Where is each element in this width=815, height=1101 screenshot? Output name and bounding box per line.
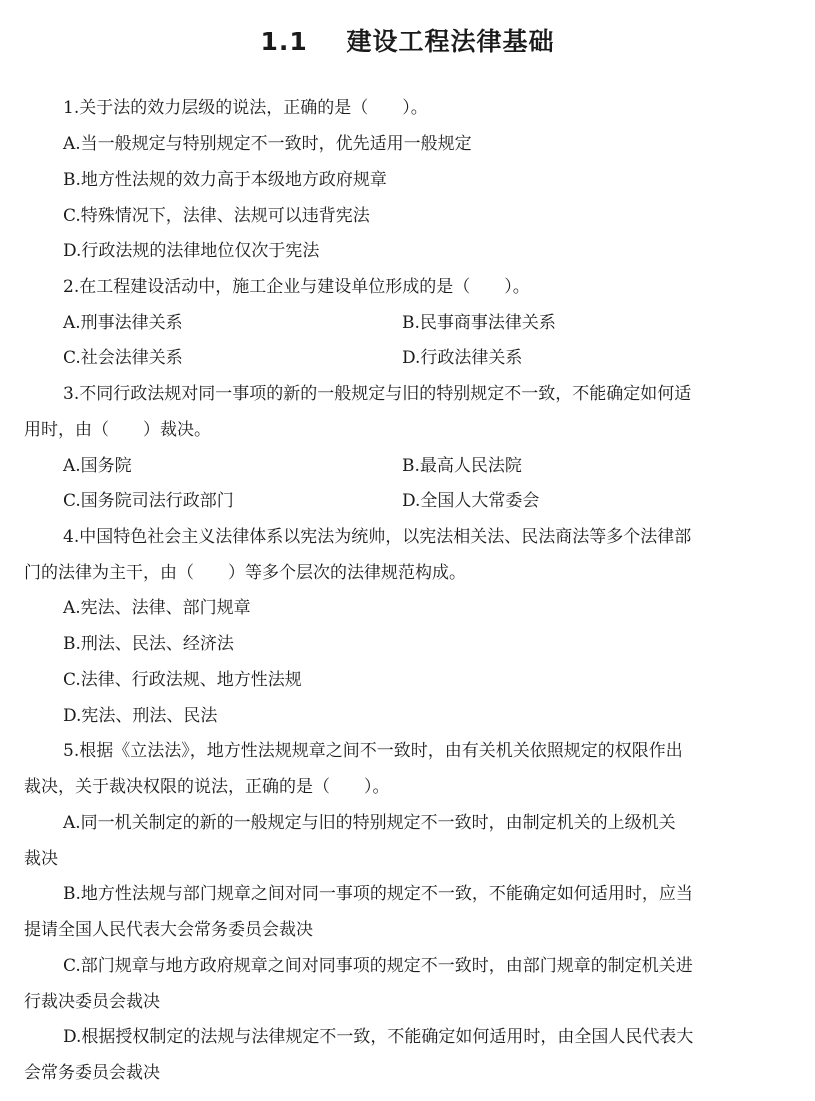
question-5-option-c-line-1: C.部门规章与地方政府规章之间对同事项的规定不一致时，由部门规章的制定机关进 [63, 956, 693, 976]
question-5-stem-line-1: 5.根据《立法法》，地方性法规规章之间不一致时，由有关机关依照规定的权限作出 [63, 741, 683, 761]
question-3-stem-line-1: 3.不同行政法规对同一事项的新的一般规定与旧的特别规定不一致，不能确定如何适 [63, 384, 692, 404]
question-1-option-c: C.特殊情况下，法律、法规可以违背宪法 [63, 206, 370, 226]
question-5-option-b-line-1: B.地方性法规与部门规章之间对同一事项的规定不一致，不能确定如何适用时，应当 [63, 884, 693, 904]
question-3-option-c: C.国务院司法行政部门 [63, 491, 234, 511]
question-4-option-a: A.宪法、法律、部门规章 [63, 598, 251, 618]
question-5-option-a-line-2: 裁决 [24, 849, 58, 869]
question-5-option-a-line-1: A.同一机关制定的新的一般规定与旧的特别规定不一致时，由制定机关的上级机关 [63, 813, 676, 833]
section-title: 1.1 建设工程法律基础 [260, 27, 555, 56]
question-4-option-c: C.法律、行政法规、地方性法规 [63, 670, 302, 690]
question-4-stem-line-1: 4.中国特色社会主义法律体系以宪法为统帅，以宪法相关法、民法商法等多个法律部 [63, 527, 692, 547]
question-5-option-c-line-2: 行裁决委员会裁决 [24, 992, 160, 1012]
question-5-option-b-line-2: 提请全国人民代表大会常务委员会裁决 [24, 920, 313, 940]
question-3-option-a: A.国务院 [63, 456, 132, 476]
question-4-option-d: D.宪法、刑法、民法 [63, 706, 218, 726]
question-2-stem: 2.在工程建设活动中，施工企业与建设单位形成的是（ ）。 [63, 277, 530, 297]
question-1-stem: 1.关于法的效力层级的说法，正确的是（ ）。 [63, 98, 428, 118]
question-3-stem-line-2: 用时，由（ ）裁决。 [24, 420, 211, 440]
question-3-option-b: B.最高人民法院 [402, 456, 522, 476]
question-2-option-b: B.民事商事法律关系 [402, 313, 556, 333]
question-5-stem-line-2: 裁决，关于裁决权限的说法，正确的是（ ）。 [24, 777, 390, 797]
question-4-option-b: B.刑法、民法、经济法 [63, 634, 234, 654]
question-5-option-d-line-1: D.根据授权制定的法规与法律规定不一致，不能确定如何适用时，由全国人民代表大 [63, 1027, 694, 1047]
question-5-option-d-line-2: 会常务委员会裁决 [24, 1063, 160, 1083]
question-2-option-a: A.刑事法律关系 [63, 313, 183, 333]
question-2-option-c: C.社会法律关系 [63, 348, 183, 368]
question-3-option-d: D.全国人大常委会 [402, 491, 540, 511]
question-1-option-a: A.当一般规定与特别规定不一致时，优先适用一般规定 [63, 134, 472, 154]
question-2-option-d: D.行政法律关系 [402, 348, 523, 368]
question-4-stem-line-2: 门的法律为主干，由（ ）等多个层次的法律规范构成。 [24, 563, 466, 583]
question-1-option-b: B.地方性法规的效力高于本级地方政府规章 [63, 170, 387, 190]
question-1-option-d: D.行政法规的法律地位仅次于宪法 [63, 241, 320, 261]
